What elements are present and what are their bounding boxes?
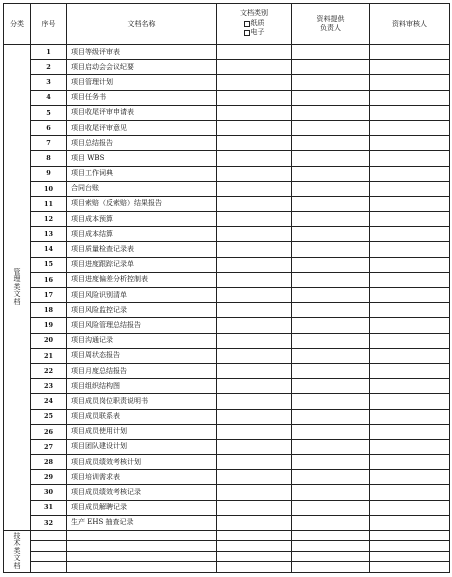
reviewer-cell[interactable]	[370, 196, 450, 211]
document-name: 项目 WBS	[67, 151, 217, 166]
provider-cell[interactable]	[292, 363, 370, 378]
document-name: 项目团队建设计划	[67, 439, 217, 454]
provider-cell[interactable]	[292, 151, 370, 166]
table-row	[4, 181, 450, 196]
reviewer-cell[interactable]	[370, 541, 450, 551]
document-name: 项目成员联系表	[67, 409, 217, 424]
document-name: 项目索赔（反索赔）结果报告	[67, 196, 217, 211]
table-row	[4, 541, 450, 551]
reviewer-cell[interactable]	[370, 379, 450, 394]
reviewer-cell[interactable]	[370, 333, 450, 348]
doc-type-cell[interactable]	[217, 90, 292, 105]
provider-cell[interactable]	[292, 196, 370, 211]
provider-cell[interactable]	[292, 541, 370, 551]
table-row	[4, 439, 450, 454]
document-name: 项目工作词典	[67, 166, 217, 181]
provider-cell[interactable]	[292, 75, 370, 90]
reviewer-cell[interactable]	[370, 470, 450, 485]
provider-cell[interactable]	[292, 531, 370, 541]
document-name: 项目成员使用计划	[67, 424, 217, 439]
doc-type-cell[interactable]	[217, 318, 292, 333]
document-name: 合同台账	[67, 181, 217, 196]
reviewer-cell[interactable]	[370, 136, 450, 151]
table-row	[4, 288, 450, 303]
row-number: 29	[31, 470, 67, 485]
row-number: 2	[31, 60, 67, 75]
row-number: 14	[31, 242, 67, 257]
doc-type-cell[interactable]	[217, 272, 292, 287]
table-row	[4, 151, 450, 166]
provider-cell[interactable]	[292, 45, 370, 60]
reviewer-cell[interactable]	[370, 394, 450, 409]
doc-type-cell[interactable]	[217, 424, 292, 439]
document-name: 项目组织结构图	[67, 379, 217, 394]
row-number: 10	[31, 181, 67, 196]
row-number	[31, 531, 67, 541]
table-row	[4, 105, 450, 120]
table-row	[4, 409, 450, 424]
table-row	[4, 227, 450, 242]
table-row	[4, 562, 450, 573]
document-name: 生产 EHS 抽查记录	[67, 515, 217, 530]
doc-type-cell[interactable]	[217, 455, 292, 470]
table-row	[4, 90, 450, 105]
category-technical	[4, 531, 31, 573]
doc-type-cell[interactable]	[217, 257, 292, 272]
reviewer-cell[interactable]	[370, 409, 450, 424]
document-name: 项目风险管理总结报告	[67, 318, 217, 333]
provider-cell[interactable]	[292, 424, 370, 439]
provider-cell[interactable]	[292, 394, 370, 409]
provider-cell[interactable]	[292, 136, 370, 151]
document-name	[67, 541, 217, 551]
document-name: 项目风险识别清单	[67, 288, 217, 303]
header-row	[4, 4, 450, 45]
doc-type-cell[interactable]	[217, 60, 292, 75]
document-name: 项目周状态报告	[67, 348, 217, 363]
reviewer-cell[interactable]	[370, 151, 450, 166]
row-number: 6	[31, 120, 67, 135]
document-name: 项目沟通记录	[67, 333, 217, 348]
reviewer-cell[interactable]	[370, 455, 450, 470]
doc-type-cell[interactable]	[217, 166, 292, 181]
reviewer-cell[interactable]	[370, 515, 450, 530]
document-name: 项目成本结算	[67, 227, 217, 242]
doc-type-cell[interactable]	[217, 379, 292, 394]
document-name: 项目成员绩效考核记录	[67, 485, 217, 500]
doc-type-paper-label: 纸质	[250, 19, 265, 27]
row-number: 8	[31, 151, 67, 166]
reviewer-cell[interactable]	[370, 363, 450, 378]
reviewer-cell[interactable]	[370, 485, 450, 500]
reviewer-cell[interactable]	[370, 90, 450, 105]
table-row	[4, 470, 450, 485]
document-name: 项目启动会会议纪要	[67, 60, 217, 75]
reviewer-cell[interactable]	[370, 288, 450, 303]
doc-type-cell[interactable]	[217, 120, 292, 135]
row-number: 25	[31, 409, 67, 424]
doc-type-cell[interactable]	[217, 196, 292, 211]
provider-cell[interactable]	[292, 318, 370, 333]
header-doc-type	[217, 4, 292, 45]
doc-type-cell[interactable]	[217, 333, 292, 348]
provider-cell[interactable]	[292, 105, 370, 120]
row-number: 15	[31, 257, 67, 272]
doc-type-cell[interactable]	[217, 363, 292, 378]
row-number	[31, 541, 67, 551]
doc-type-paper-option	[217, 20, 291, 27]
row-number: 28	[31, 455, 67, 470]
provider-cell[interactable]	[292, 409, 370, 424]
category-management-label: 管理类文档	[13, 268, 21, 306]
reviewer-cell[interactable]	[370, 348, 450, 363]
header-category: 分类	[4, 4, 31, 45]
doc-type-cell[interactable]	[217, 515, 292, 530]
reviewer-cell[interactable]	[370, 562, 450, 573]
table-row	[4, 379, 450, 394]
doc-type-cell[interactable]	[217, 45, 292, 60]
doc-type-cell[interactable]	[217, 212, 292, 227]
doc-type-cell[interactable]	[217, 551, 292, 561]
document-name: 项目管理计划	[67, 75, 217, 90]
reviewer-cell[interactable]	[370, 75, 450, 90]
table-row	[4, 242, 450, 257]
doc-type-cell[interactable]	[217, 439, 292, 454]
doc-type-cell[interactable]	[217, 242, 292, 257]
category-management	[4, 45, 31, 531]
table-row	[4, 45, 450, 60]
provider-cell[interactable]	[292, 500, 370, 515]
doc-type-cell[interactable]	[217, 348, 292, 363]
table-row	[4, 455, 450, 470]
table-row	[4, 272, 450, 287]
provider-cell[interactable]	[292, 120, 370, 135]
provider-cell[interactable]	[292, 303, 370, 318]
provider-cell[interactable]	[292, 257, 370, 272]
row-number: 12	[31, 212, 67, 227]
doc-type-cell[interactable]	[217, 500, 292, 515]
reviewer-cell[interactable]	[370, 45, 450, 60]
table-row	[4, 166, 450, 181]
row-number: 18	[31, 303, 67, 318]
provider-cell[interactable]	[292, 60, 370, 75]
provider-cell[interactable]	[292, 470, 370, 485]
provider-cell[interactable]	[292, 455, 370, 470]
reviewer-cell[interactable]	[370, 212, 450, 227]
document-name	[67, 562, 217, 573]
row-number: 17	[31, 288, 67, 303]
doc-type-cell[interactable]	[217, 394, 292, 409]
doc-type-cell[interactable]	[217, 485, 292, 500]
document-name: 项目任务书	[67, 90, 217, 105]
doc-type-cell[interactable]	[217, 181, 292, 196]
reviewer-cell[interactable]	[370, 166, 450, 181]
row-number: 23	[31, 379, 67, 394]
row-number: 1	[31, 45, 67, 60]
table-row	[4, 551, 450, 561]
provider-cell[interactable]	[292, 212, 370, 227]
row-number	[31, 562, 67, 573]
header-provider-line1: 资料提供	[316, 15, 345, 23]
document-name	[67, 531, 217, 541]
reviewer-cell[interactable]	[370, 439, 450, 454]
document-name: 项目成员岗位职责说明书	[67, 394, 217, 409]
document-name: 项目进度跟踪记录单	[67, 257, 217, 272]
doc-type-electronic-option	[217, 29, 291, 36]
reviewer-cell[interactable]	[370, 318, 450, 333]
table-row	[4, 120, 450, 135]
table-row	[4, 75, 450, 90]
header-file-name: 文档名称	[67, 4, 217, 45]
doc-type-cell[interactable]	[217, 105, 292, 120]
document-name	[67, 551, 217, 561]
table-row	[4, 136, 450, 151]
reviewer-cell[interactable]	[370, 424, 450, 439]
document-name: 项目月度总结报告	[67, 363, 217, 378]
reviewer-cell[interactable]	[370, 227, 450, 242]
document-name: 项目收尾评审意见	[67, 120, 217, 135]
provider-cell[interactable]	[292, 348, 370, 363]
table-row	[4, 394, 450, 409]
document-name: 项目进度偏差分析控制表	[67, 272, 217, 287]
checkbox-icon	[244, 21, 250, 27]
reviewer-cell[interactable]	[370, 105, 450, 120]
header-provider-line2: 负责人	[320, 24, 341, 32]
row-number: 30	[31, 485, 67, 500]
row-number	[31, 551, 67, 561]
row-number: 13	[31, 227, 67, 242]
provider-cell[interactable]	[292, 227, 370, 242]
reviewer-cell[interactable]	[370, 303, 450, 318]
document-name: 项目成员绩效考核计划	[67, 455, 217, 470]
table-row	[4, 318, 450, 333]
provider-cell[interactable]	[292, 272, 370, 287]
row-number: 22	[31, 363, 67, 378]
doc-type-cell[interactable]	[217, 227, 292, 242]
provider-cell[interactable]	[292, 181, 370, 196]
provider-cell[interactable]	[292, 242, 370, 257]
doc-type-cell[interactable]	[217, 151, 292, 166]
doc-type-cell[interactable]	[217, 409, 292, 424]
row-number: 21	[31, 348, 67, 363]
reviewer-cell[interactable]	[370, 500, 450, 515]
document-name: 项目等级评审表	[67, 45, 217, 60]
checkbox-icon	[244, 30, 250, 36]
reviewer-cell[interactable]	[370, 60, 450, 75]
table-row	[4, 196, 450, 211]
row-number: 26	[31, 424, 67, 439]
row-number: 11	[31, 196, 67, 211]
table-row	[4, 485, 450, 500]
table-row	[4, 257, 450, 272]
row-number: 24	[31, 394, 67, 409]
doc-type-cell[interactable]	[217, 470, 292, 485]
reviewer-cell[interactable]	[370, 272, 450, 287]
provider-cell[interactable]	[292, 439, 370, 454]
row-number: 27	[31, 439, 67, 454]
doc-type-title: 文档类别	[240, 9, 268, 17]
document-name: 项目成本预算	[67, 212, 217, 227]
row-number: 5	[31, 105, 67, 120]
document-name: 项目质量检查记录表	[67, 242, 217, 257]
doc-type-cell[interactable]	[217, 562, 292, 573]
table-row	[4, 424, 450, 439]
reviewer-cell[interactable]	[370, 181, 450, 196]
table-row	[4, 212, 450, 227]
row-number: 20	[31, 333, 67, 348]
reviewer-cell[interactable]	[370, 120, 450, 135]
provider-cell[interactable]	[292, 379, 370, 394]
row-number: 7	[31, 136, 67, 151]
category-technical-label: 技术类文档	[13, 532, 21, 570]
provider-cell[interactable]	[292, 166, 370, 181]
row-number: 32	[31, 515, 67, 530]
document-checklist-table	[3, 3, 450, 573]
document-name: 项目成员解聘记录	[67, 500, 217, 515]
table-body	[4, 45, 450, 573]
doc-type-cell[interactable]	[217, 541, 292, 551]
doc-type-electronic-label: 电子	[250, 28, 265, 36]
doc-type-cell[interactable]	[217, 303, 292, 318]
table-row	[4, 531, 450, 541]
reviewer-cell[interactable]	[370, 257, 450, 272]
provider-cell[interactable]	[292, 288, 370, 303]
document-name: 项目收尾评审申请表	[67, 105, 217, 120]
row-number: 4	[31, 90, 67, 105]
provider-cell[interactable]	[292, 485, 370, 500]
reviewer-cell[interactable]	[370, 551, 450, 561]
table-row	[4, 60, 450, 75]
table-row	[4, 303, 450, 318]
row-number: 31	[31, 500, 67, 515]
provider-cell[interactable]	[292, 562, 370, 573]
row-number: 19	[31, 318, 67, 333]
provider-cell[interactable]	[292, 551, 370, 561]
doc-type-cell[interactable]	[217, 288, 292, 303]
doc-type-cell[interactable]	[217, 75, 292, 90]
table-row	[4, 363, 450, 378]
row-number: 9	[31, 166, 67, 181]
document-name: 项目风险监控记录	[67, 303, 217, 318]
reviewer-cell[interactable]	[370, 531, 450, 541]
table-row	[4, 515, 450, 530]
doc-type-cell[interactable]	[217, 531, 292, 541]
reviewer-cell[interactable]	[370, 242, 450, 257]
document-name: 项目总结报告	[67, 136, 217, 151]
header-seq: 序号	[31, 4, 67, 45]
provider-cell[interactable]	[292, 333, 370, 348]
doc-type-cell[interactable]	[217, 136, 292, 151]
provider-cell[interactable]	[292, 515, 370, 530]
row-number: 16	[31, 272, 67, 287]
table-row	[4, 500, 450, 515]
table-row	[4, 348, 450, 363]
provider-cell[interactable]	[292, 90, 370, 105]
row-number: 3	[31, 75, 67, 90]
table-row	[4, 333, 450, 348]
header-provider	[292, 4, 370, 45]
header-reviewer: 资料审核人	[370, 4, 450, 45]
document-name: 项目培训需求表	[67, 470, 217, 485]
